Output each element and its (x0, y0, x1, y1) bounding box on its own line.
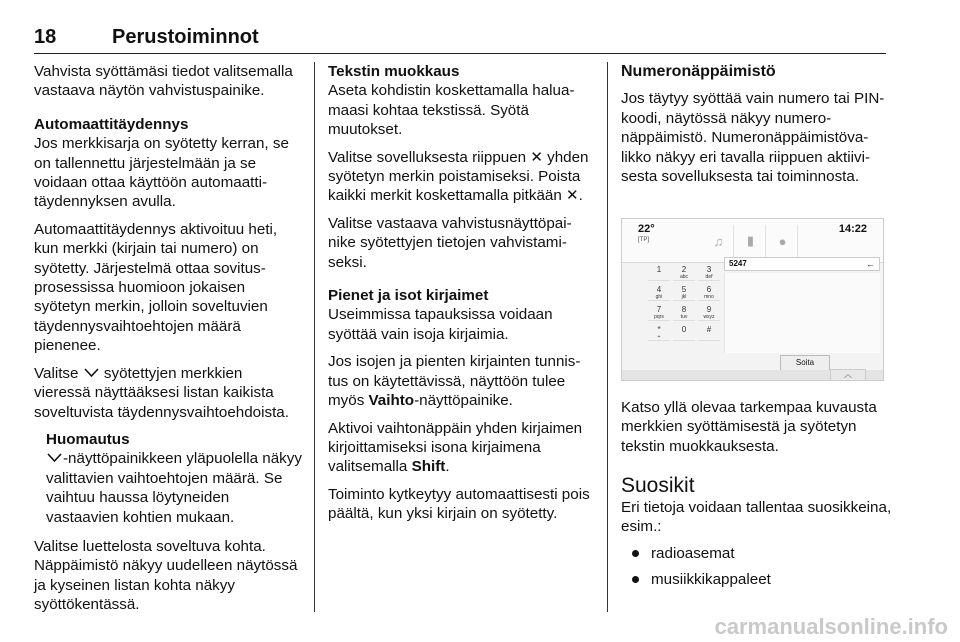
keypad-key[interactable] (698, 285, 720, 301)
column-1 (34, 62, 302, 623)
text-span: Jos isojen ja pienten kirjainten tunnistus on käytettävissä, näyttöön tulee myös (328, 353, 581, 410)
paragraph (328, 352, 593, 410)
key-digit: 0 (681, 325, 687, 334)
text-span: yhden syötetyn merkin poistamiseksi. Poista kaikki merkit koskettamalla pitkään (328, 148, 589, 205)
paragraph: Aseta kohdistin koskettamalla haluamaasi kohtaa tekstissä. Syötä muutokset. (328, 82, 575, 139)
text-span: syötettyjen merkkien vieressä näyttääksesi listan kaikista soveltuvista täydennysvaihtoehdoista. (34, 364, 289, 421)
key-digit: # (706, 325, 712, 334)
delete-icon: ✕ (566, 187, 579, 205)
key-letters: tuv (680, 314, 688, 320)
suggestion-area (724, 273, 880, 353)
section-heading-numpad: Numeronäppäimistö (621, 63, 776, 80)
key-letters: ghi (655, 294, 663, 300)
key-digit: 6 (706, 285, 712, 294)
paragraph: Toiminto kytkeytyy automaattisesti pois päältä, kun yksi kirjain on syötetty. (328, 485, 590, 523)
paragraph (328, 419, 593, 477)
key-letters: wxyz (703, 314, 715, 320)
paragraph: Jos merkkisarja on syötetty kerran, se on tallennettu järjestelmään ja se voidaan ottaa käyttöön automaattitäydennyksen avulla. (34, 135, 289, 211)
text-span: Valitse sovelluksesta riippuen (328, 148, 531, 166)
clock: 14:22 (838, 223, 867, 235)
text-span: -näyttöpainike. (414, 392, 513, 410)
column-divider (607, 62, 608, 612)
paragraph: Useimmissa tapauksissa voidaan syöttää vain isoja kirjaimia. (328, 306, 553, 343)
column-3-lower (621, 398, 893, 595)
phone-icon: ▮ (736, 225, 766, 257)
note-text: -näyttöpainikkeen yläpuolella näkyy valittavien vaihtoehtojen määrä. Se vaihtuu haussa löytyneiden vastaavien kohtien mukaan. (46, 450, 302, 526)
paragraph: Katso yllä olevaa tarkempaa kuvausta merkkien syöttämisestä ja syötetyn tekstin muokkauksesta. (621, 399, 877, 455)
keypad-key[interactable] (673, 265, 695, 281)
column-2 (328, 62, 593, 532)
section-heading-edit: Tekstin muokkaus (328, 63, 460, 80)
paragraph: Jos täytyy syöttää vain numero tai PIN-koodi, näytössä näkyy numeronäppäimistö. Numeronäppäimistövalikko näkyy eri tavalla riippuen aktiivisesta sovelluksesta tai toiminnosta. (621, 90, 885, 186)
key-digit: 4 (656, 285, 662, 294)
text-span: . (445, 458, 450, 476)
key-digit: * (657, 325, 661, 334)
page-header (34, 26, 886, 54)
note-box (46, 430, 302, 527)
key-letters: jkl (681, 294, 687, 300)
note-title: Huomautus (46, 430, 130, 448)
paragraph: Eri tietoja voidaan tallentaa suosikkeina, esim.: (621, 498, 892, 536)
paragraph (328, 148, 593, 206)
temperature: 22° (638, 223, 655, 235)
keypad-key[interactable] (648, 305, 670, 321)
chevron-down-icon (46, 452, 63, 464)
chevron-down-icon (83, 367, 100, 379)
shift-key-label: Shift (411, 458, 446, 476)
column-3 (621, 62, 893, 194)
number-input-field[interactable] (724, 257, 880, 271)
key-letters: + (657, 334, 661, 340)
keypad-key[interactable] (648, 325, 670, 341)
section-heading-favourites: Suosikit (621, 474, 695, 498)
paragraph: Vahvista syöttämäsi tiedot valitsemalla vastaava näytön vahvistuspainike. (34, 63, 293, 100)
column-divider (314, 62, 315, 612)
keypad-key[interactable] (698, 325, 720, 341)
keypad-key[interactable] (673, 325, 695, 341)
keypad-screenshot (621, 218, 884, 381)
text-span: . (578, 187, 583, 205)
music-icon: ♫ (704, 225, 734, 257)
paragraph: Automaattitäydennys aktivoituu heti, kun merkki (kirjain tai numero) on syötetty. Järjestelmä ottaa sovitusprosessissa huomioon jokaisen syötetyn merkin, jolloin soveltuvien täydennysvaihtoehtojen määrä pienenee. (34, 220, 278, 355)
section-heading-case: Pienet ja isot kirjaimet (328, 287, 489, 305)
key-digit: 9 (706, 305, 712, 314)
key-digit: 1 (656, 265, 662, 274)
favourites-list (629, 544, 893, 589)
tp-indicator: [TP] (638, 237, 650, 243)
delete-icon: ✕ (530, 148, 543, 166)
keypad-key[interactable] (673, 305, 695, 321)
keypad-key[interactable] (648, 285, 670, 301)
call-button[interactable]: Soita (780, 355, 830, 371)
key-letters: mno (704, 294, 714, 300)
watermark: carmanualsonline.info (714, 614, 948, 639)
paragraph: Valitse vastaava vahvistusnäyttöpainike syötettyjen tietojen vahvistamiseksi. (328, 214, 572, 271)
shift-label: Vaihto (368, 392, 415, 410)
keypad-key[interactable] (673, 285, 695, 301)
key-digit: 3 (706, 265, 712, 274)
text-span: Aktivoi vaihtonäppäin yhden kirjaimen kirjoittamiseksi isona kirjaimena valitsemalla (328, 419, 583, 476)
chapter-title: Perustoiminnot (112, 26, 259, 48)
text-span: Valitse (34, 364, 79, 382)
paragraph (34, 364, 302, 422)
list-item: musiikkikappaleet (629, 570, 893, 589)
key-letters: pqrs (654, 314, 664, 320)
chevron-up-icon[interactable]: ︿ (830, 369, 866, 381)
paragraph: Valitse luettelosta soveltuva kohta. Näppäimistö näkyy uudelleen näytössä ja kyseinen listan kohta näkyy syöttökentässä. (34, 537, 298, 614)
section-heading-autocomplete: Automaattitäydennys (34, 115, 189, 133)
keypad-key[interactable] (698, 305, 720, 321)
key-digit: 8 (681, 305, 687, 314)
key-digit: 5 (681, 285, 687, 294)
info-icon: ● (768, 225, 798, 257)
page-number: 18 (34, 26, 57, 48)
list-item: radioasemat (629, 544, 893, 563)
backspace-icon[interactable]: ← (866, 259, 875, 269)
keypad-key[interactable] (698, 265, 720, 281)
input-value: 5247 (729, 259, 747, 268)
key-digit: 7 (656, 305, 662, 314)
key-letters: def (705, 274, 713, 280)
key-digit: 2 (681, 265, 687, 274)
key-letters: abc (679, 274, 689, 280)
keypad-key[interactable] (648, 265, 670, 281)
